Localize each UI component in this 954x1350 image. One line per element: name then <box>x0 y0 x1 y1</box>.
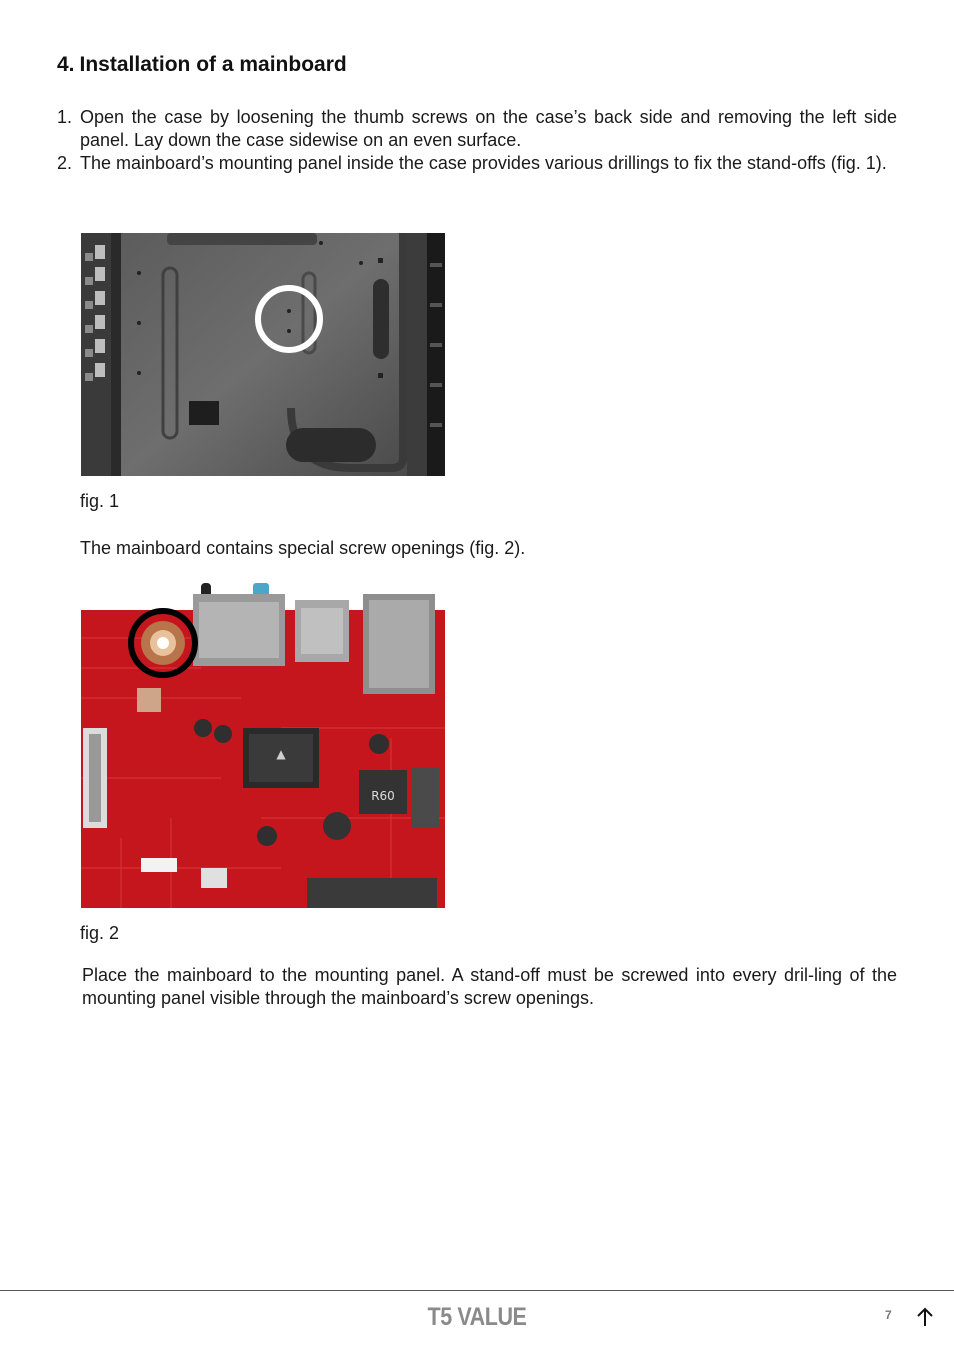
arrow-up-icon[interactable] <box>914 1306 936 1328</box>
figure-2-caption: fig. 2 <box>80 923 120 943</box>
step-number: 1. <box>57 107 73 127</box>
page-number: 7 <box>885 1308 892 1322</box>
footer-divider <box>0 1290 954 1291</box>
list-item <box>57 152 897 175</box>
section-title: Installation of a mainboard <box>79 53 347 76</box>
svg-text:▲: ▲ <box>276 747 286 761</box>
step-text: Open the case by loosening the thumb screws on the case’s back side and removing the left side panel. Lay down the case sidewise on an even surface. <box>80 107 897 150</box>
instruction-list <box>57 106 897 175</box>
list-item <box>57 106 897 152</box>
step-text: The mainboard’s mounting panel inside the case provides various drillings to fix the stand-offs (fig. 1). <box>80 153 887 173</box>
section-number: 4. <box>57 53 75 76</box>
step-number: 2. <box>57 153 73 173</box>
figure-1-case-interior <box>81 233 445 476</box>
closing-paragraph: Place the mainboard to the mounting panel. A stand-off must be screwed into every dril-ling of the mounting panel visible through the mainboard’s screw openings. <box>82 965 897 1008</box>
figure-2-mainboard <box>81 578 445 908</box>
footer-brand: T5 VALUE <box>427 1303 527 1331</box>
intermediate-paragraph: The mainboard contains special screw openings (fig. 2). <box>80 538 526 558</box>
figure-1-caption: fig. 1 <box>80 491 120 511</box>
section-heading <box>57 53 347 77</box>
chip-label: R60 <box>371 789 395 803</box>
